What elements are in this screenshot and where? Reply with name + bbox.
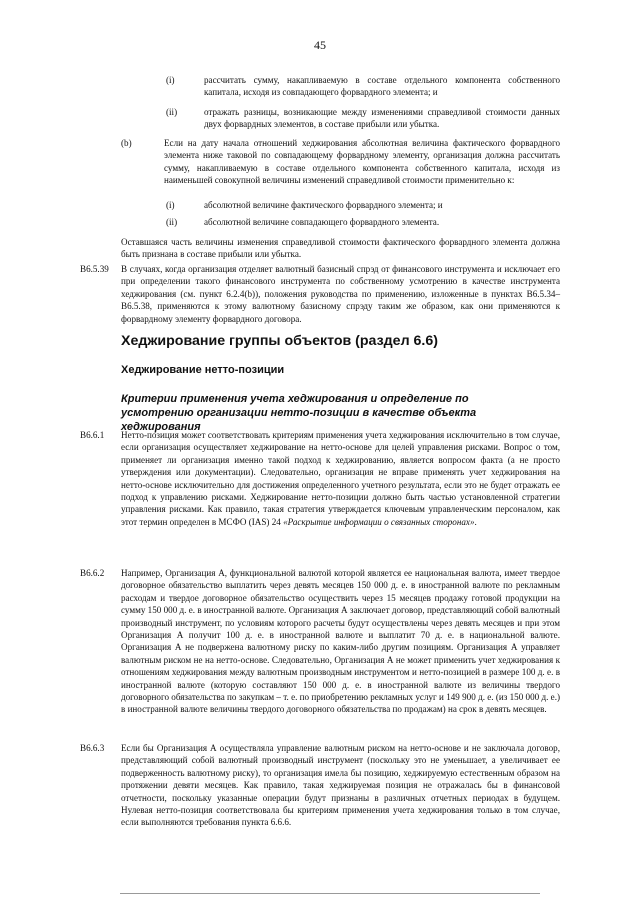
paragraph-number: B6.6.2 — [80, 568, 105, 578]
list-item-label: (ii) — [166, 107, 178, 117]
list-item — [166, 199, 560, 211]
list-item-text: абсолютной величине фактического форвардного элемента; и — [204, 200, 443, 210]
paragraph-body: Нетто-позиция может соответствовать критериям применения учета хеджирования исключительно в том случае, если организация осуществляет хеджирование на нетто-основе для целей управления рисками. Вопрос о том, применяет ли организация именно такой подход к хеджированию, является вопросом факта (а не просто утверждения или документации). Следовательно, организация не вправе применять учет хеджирования на нетто-основе исключительно для достижения определенного учетного результата, если это не будет отражать ее подход к управлению рисками. Хеджирование нетто-позиции должно быть частью установленной стратегии управления рисками. Как правило, такая стратегия утверждается ключевым управленческим персоналом, как этот термин определен в МСФО (IAS) 24 — [121, 430, 560, 527]
paragraph-b6-6-1 — [80, 429, 560, 528]
paragraph-b6-5-39 — [80, 263, 560, 325]
paragraph-text: Если бы Организация А осуществляла управление валютным риском на нетто-основе и не заключала договор, представляющий собой валютный производный инструмент (поскольку это не уменьшает, а увеличивает ее подверженность валютному риску), то организация имела бы позицию, хеджируемую естественным образом на протяжении девяти месяцев. Как правило, такая хеджируемая позиция не отражалась бы в финансовой отчетности, поскольку указанные операции будут признаны в различных отчетных периодах в будущем. Нулевая нетто-позиция соответствовала бы критериям применения учета хеджирования только в том случае, если выполняются требования пункта 6.6.6. — [121, 743, 560, 828]
subsection-heading: Хеджирование нетто-позиции — [121, 364, 285, 376]
paragraph-b6-6-2 — [80, 567, 560, 716]
list-item-label: (ii) — [166, 217, 178, 227]
subsubsection-heading: Критерии применения учета хеджирования и определение по усмотрению организации нетто-позиции в качестве объекта хеджирования — [121, 393, 477, 433]
list-item-text: Если на дату начала отношений хеджирования абсолютная величина фактического форвардного элемента ниже таковой по совпадающему форвардному элементу, организация должна рассчитать сумму, накапливаемую в составе отдельного компонента собственного капитала, исходя из наименьшей совокупной величины изменений справедливой стоимости применительно к: — [164, 138, 560, 186]
paragraph-number: B6.5.39 — [80, 264, 109, 274]
page-number: 45 — [314, 38, 326, 52]
section-heading: Хеджирование группы объектов (раздел 6.6) — [121, 333, 438, 349]
list-item-b — [121, 137, 560, 187]
paragraph-number: B6.6.1 — [80, 430, 105, 440]
bottom-divider — [120, 893, 540, 894]
paragraph-number: B6.6.3 — [80, 743, 105, 753]
list-item-text: абсолютной величине совпадающего форвардного элемента. — [204, 217, 440, 227]
paragraph-text: Например, Организация А, функциональной валютой которой является ее национальная валюта, имеет твердое договорное обязательство выплатить через девять месяцев 150 000 д. е. в иностранной валюте по рекламным расходам и твердое договорное обязательство осуществить через 15 месяцев продажу готовой продукции на сумму 150 000 д. е. в иностранной валюте. Организация А заключает договор, представляющий собой валютный производный инструмент, по условиям которого расчеты будут осуществлены через девять месяцев и при этом Организация А получит 100 д. е. в иностранной валюте и выплатит 70 д. е. в национальной валюте. Организация А не подвержена валютному риску по каким-либо другим позициям. Организация А управляет валютным риском не на нетто-основе. Следовательно, Организация А не может применить учет хеджирования к отношениям хеджирования между валютным производным инструментом и нетто-позицией в размере 100 д. е. в иностранной валюте (которую составляют 150 000 д. е. в иностранной валюте из величины твердого договорного обязательства по закупкам – т. е. по приобретению рекламных услуг и 149 900 д. е. (из 150 000 д. е.) в иностранной валюте величины твердого договорного обязательства по продажам) на срок в девять месяцев. — [121, 568, 560, 715]
list-item — [166, 74, 560, 99]
paragraph-text — [121, 429, 560, 528]
list-item-text: отражать разницы, возникающие между изменениями справедливой стоимости данных двух форвардных элементов, в составе прибыли или убытка. — [204, 107, 560, 130]
list-item — [166, 106, 560, 131]
list-item-label: (i) — [166, 75, 175, 85]
list-item-label: (b) — [121, 138, 132, 148]
paragraph-remainder: Оставшаяся часть величины изменения справедливой стоимости фактического форвардного элемента должна быть признана в составе прибыли или убытка. — [121, 237, 560, 260]
paragraph-end: . — [474, 516, 477, 527]
paragraph-b6-6-3 — [80, 742, 560, 829]
list-item — [166, 216, 560, 228]
paragraph-text: В случаях, когда организация отделяет валютный базисный спрэд от финансового инструмента и исключает его при определении такого финансового инструмента по собственному усмотрению в качестве инструмента хеджирования (см. пункт 6.2.4(b)), положения руководства по применению, изложенные в пунктах B6.5.34–B6.5.38, применяются к этому валютному базисному спрэду таким же образом, как они применяются к форвардному элементу форвардного договора. — [121, 264, 560, 324]
list-item-text: рассчитать сумму, накапливаемую в составе отдельного компонента собственного капитала, исходя из совпадающего форвардного элемента; и — [204, 75, 560, 98]
list-item-label: (i) — [166, 200, 175, 210]
standard-title: «Раскрытие информации о связанных сторонах» — [283, 516, 475, 527]
